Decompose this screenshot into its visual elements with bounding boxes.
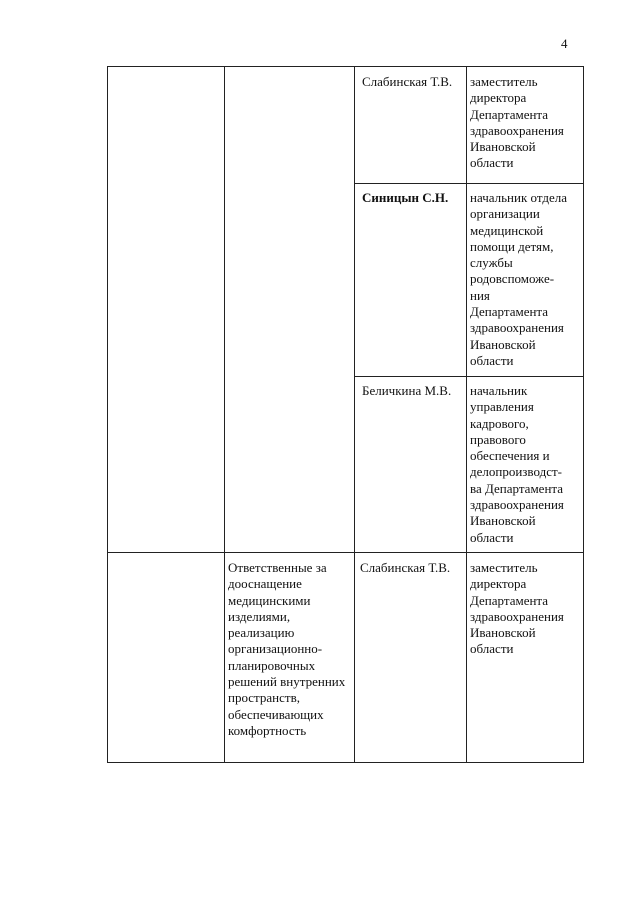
person-name: Синицын С.Н. <box>362 190 449 205</box>
position-text: начальник отдела организации медицинской помощи детям, службы родовспоможе- ния Департамента здравоохранения Ивановской области <box>470 190 568 368</box>
responsibility-table <box>107 66 584 763</box>
person-name: Беличкина М.В. <box>362 383 452 398</box>
row-divider <box>354 376 583 377</box>
person-name: Слабинская Т.В. <box>360 560 451 575</box>
column-divider <box>466 67 467 762</box>
column-divider <box>354 67 355 762</box>
column-divider <box>224 67 225 762</box>
position-text: заместитель директора Департамента здравоохранения Ивановской области <box>470 74 564 171</box>
row-divider <box>108 552 583 553</box>
person-name: Слабинская Т.В. <box>362 74 453 89</box>
position-text: начальник управления кадрового, правового обеспечения и делопроизводст- ва Департамента здравоохранения Ивановской области <box>470 383 564 545</box>
page-number: 4 <box>561 36 568 51</box>
row-divider <box>354 183 583 184</box>
role-text: Ответственные за дооснащение медицинскими изделиями, реализацию организационно- планировочных решений внутренних пространств, обеспечивающих комфортность <box>228 560 346 738</box>
position-text: заместитель директора Департамента здравоохранения Ивановской области <box>470 560 564 657</box>
